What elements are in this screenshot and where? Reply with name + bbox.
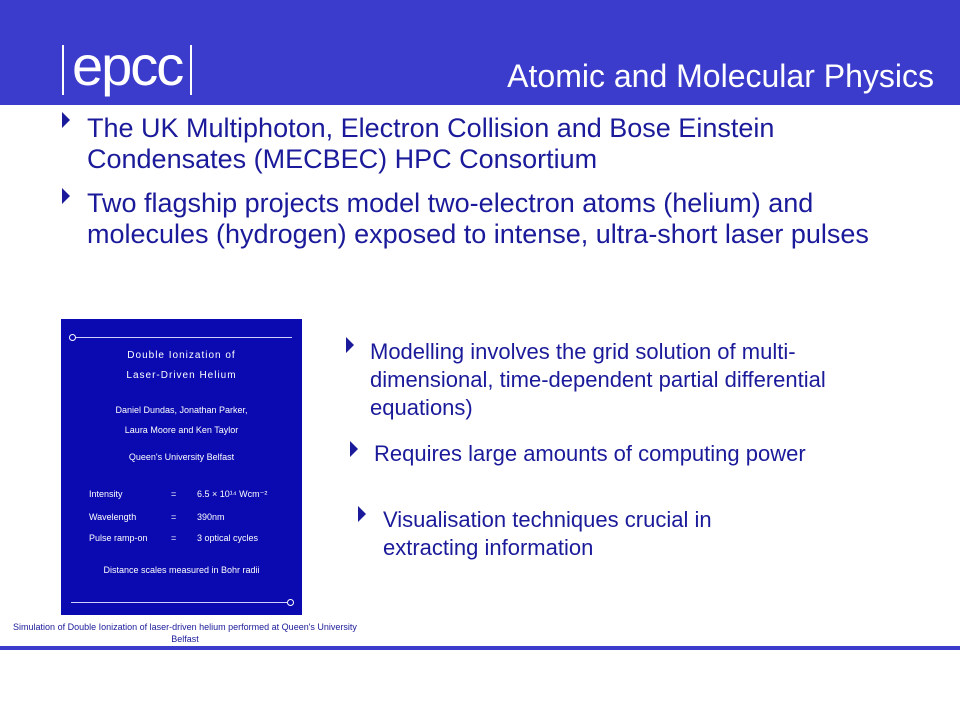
param-equals: =	[171, 512, 177, 522]
param-name: Intensity	[89, 489, 123, 499]
bullet-arrow-icon	[350, 441, 358, 457]
bullet-1: The UK Multiphoton, Electron Collision and Bose Einstein Condensates (MECBEC) HPC Consortium	[87, 113, 775, 174]
figure-caption: Simulation of Double Ionization of laser-driven helium performed at Queen's University Belfast	[13, 622, 357, 644]
figure-scales-note: Distance scales measured in Bohr radii	[103, 565, 260, 575]
header-banner	[0, 0, 960, 105]
footer-rule	[0, 646, 960, 650]
figure-authors-line1: Daniel Dundas, Jonathan Parker,	[115, 405, 248, 415]
figure-rule-dot-icon	[287, 599, 294, 606]
param-name: Wavelength	[89, 512, 137, 522]
sub-bullet-3: Visualisation techniques crucial in extracting information	[383, 507, 712, 560]
bullet-arrow-icon	[62, 112, 70, 128]
sub-bullet-1: Modelling involves the grid solution of multi-dimensional, time-dependent partial differential equations)	[370, 339, 826, 420]
simulation-figure	[61, 319, 302, 615]
bullet-arrow-icon	[62, 188, 70, 204]
param-value: 390nm	[197, 512, 225, 522]
param-value: 3 optical cycles	[197, 533, 259, 543]
param-value: 6.5 × 10¹⁴ Wcm⁻²	[197, 489, 268, 499]
epcc-logo	[62, 34, 192, 97]
bullet-2: Two flagship projects model two-electron atoms (helium) and molecules (hydrogen) exposed to intense, ultra-short laser pulses	[87, 188, 869, 249]
figure-param-row	[89, 489, 289, 500]
param-name: Pulse ramp-on	[89, 533, 148, 543]
logo-right-bar	[190, 45, 192, 95]
param-equals: =	[171, 489, 177, 499]
figure-authors-line2: Laura Moore and Ken Taylor	[124, 425, 239, 435]
sub-bullet-2: Requires large amounts of computing power	[374, 441, 806, 466]
figure-param-row	[89, 533, 289, 543]
slide-title: Atomic and Molecular Physics	[507, 58, 934, 94]
logo-text: epcc	[72, 34, 183, 97]
figure-title-line2: Laser-Driven Helium	[126, 370, 237, 381]
figure-rule-dot-icon	[69, 334, 76, 341]
bullet-arrow-icon	[358, 506, 366, 522]
figure-param-row	[89, 512, 289, 522]
figure-bottom-rule	[71, 602, 287, 603]
figure-top-rule	[76, 337, 292, 338]
param-equals: =	[171, 533, 177, 543]
figure-institution: Queen's University Belfast	[128, 452, 235, 462]
bullet-arrow-icon	[346, 337, 354, 353]
figure-title-line1: Double Ionization of	[127, 350, 236, 361]
